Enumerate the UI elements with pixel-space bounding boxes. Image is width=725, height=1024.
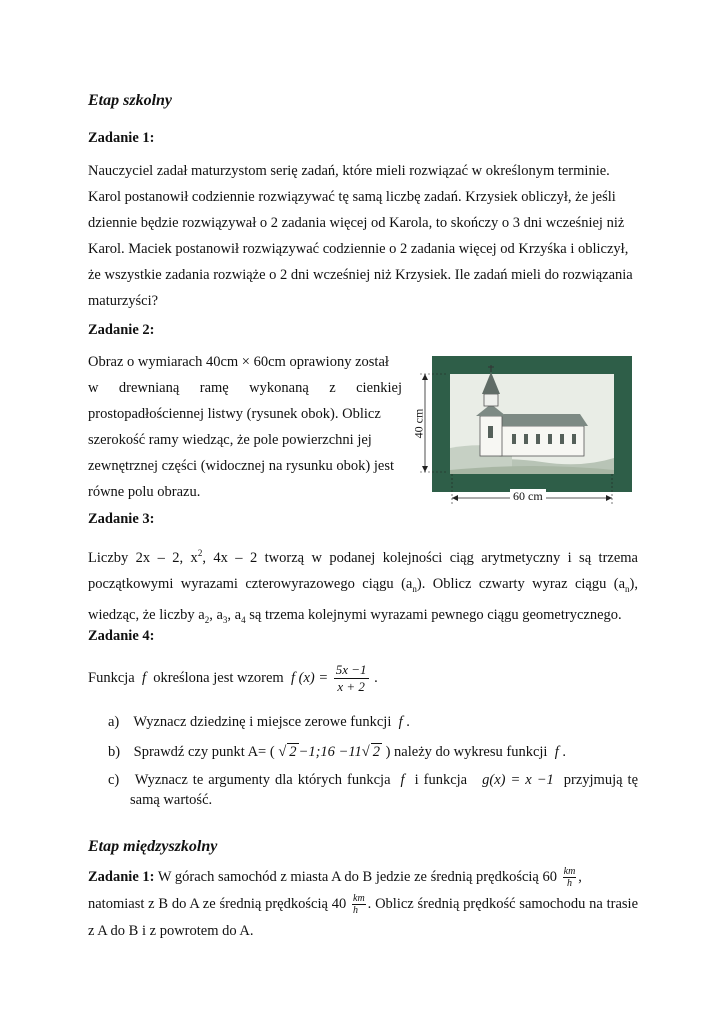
task3-line: początkowymi wyrazami czterowyrazowego ciągu $(a_n)$. Oblicz czwarty wyraz ciągu $(a_n)$, bbox=[88, 575, 639, 594]
task4-item-b: b) Sprawdź czy punkt A= ( √ 2 −1;16 −11√ 2 ) należy do wykresu funkcji f . bbox=[108, 744, 566, 760]
framed-picture-figure bbox=[412, 352, 640, 512]
task3-line: Liczby 2x – 2, $x^2$, 4x – 2 tworzą w podanej kolejności ciąg arytmetyczny i są trzema bbox=[88, 548, 638, 566]
unit-km-per-h: $\frac{km}{h}$ bbox=[353, 893, 365, 917]
formula-lhs: f (x) = bbox=[290, 669, 329, 686]
task2-text bbox=[88, 349, 402, 505]
width-label: 60 cm bbox=[510, 489, 546, 504]
formula-fraction: $\frac{5x -1}{x + 2}$ bbox=[335, 662, 367, 694]
task1-title: Zadanie 1: bbox=[88, 130, 155, 146]
task4-title: Zadanie 4: bbox=[88, 628, 155, 644]
height-label: 40 cm bbox=[411, 408, 426, 439]
task1-line: Karol. Maciek postanowił rozwiązywać codziennie o 2 zadania więcej od Krzyśka i obliczył, bbox=[88, 241, 629, 257]
task1-line: Karol postanowił codziennie rozwiązywać tę samą liczbę zadań. Krzysiek obliczył, że jeśli bbox=[88, 189, 616, 205]
section-title-stage1: Etap szkolny bbox=[88, 92, 173, 109]
task4-intro: Funkcja f określona jest wzorem f (x) = $\frac{5x -1}{x + 2}$ . bbox=[88, 662, 378, 694]
task1-line: maturzyści? bbox=[88, 293, 159, 309]
task2-line: w drewnianą ramę wykonaną z cienkiej bbox=[88, 380, 402, 396]
task2-line: Obraz o wymiarach 40cm × 60cm oprawiony został bbox=[88, 354, 389, 370]
task1-line: że wszystkie zadania rozwiąże o 2 dni wcześniej niż Krzysiek. Ile zadań mieli do rozwiązania bbox=[88, 267, 633, 283]
stage2-task1: Zadanie 1: W górach samochód z miasta A do B jedzie ze średnią prędkością 60 $\frac{km}{h}$ , natomiast z B do A ze średnią prędkością 40 $\frac{km}{h}$ . Oblicz średnią prędkość samochodu na trasie z A do B i z powrotem do A. bbox=[88, 866, 639, 939]
task3-title: Zadanie 3: bbox=[88, 511, 155, 527]
section-title-stage2: Etap międzyszkolny bbox=[88, 838, 218, 855]
task2-line: zewnętrznej części (widocznej na rysunku obok) jest bbox=[88, 458, 394, 474]
stage2-task1-title: Zadanie 1: bbox=[88, 869, 155, 885]
task4-item-c: c) Wyznacz te argumenty dla których funkcja f i funkcja g(x) = x −1 przyjmują tę samą wartość. bbox=[108, 772, 639, 808]
unit-km-per-h: $\frac{km}{h}$ bbox=[563, 866, 576, 890]
task2-line: prostopadłościennej listwy (rysunek obok). Oblicz bbox=[88, 406, 381, 422]
task2-line: szerokość ramy wiedząc, że pole powierzchni jej bbox=[88, 432, 372, 448]
task2-line: równe polu obrazu. bbox=[88, 484, 201, 500]
church-painting-illustration bbox=[412, 352, 640, 512]
task1-line: Nauczyciel zadał maturzystom serię zadań, które mieli rozwiązać w określonym terminie. bbox=[88, 163, 610, 179]
task2-title: Zadanie 2: bbox=[88, 322, 155, 338]
task1-text bbox=[88, 158, 638, 314]
task1-line: dziennie będzie rozwiązywał o 2 zadania więcej od Karola, to skończy o 3 dni wcześniej niż bbox=[88, 215, 625, 231]
task3-line: wiedząc, że liczby $a_2$, $a_3$, $a_4$ są trzema kolejnymi wyrazami pewnego ciągu geometrycznego. bbox=[88, 606, 622, 625]
task4-item-a: a) Wyznacz dziedzinę i miejsce zerowe funkcji f . bbox=[108, 714, 410, 730]
task3-text bbox=[88, 540, 638, 633]
